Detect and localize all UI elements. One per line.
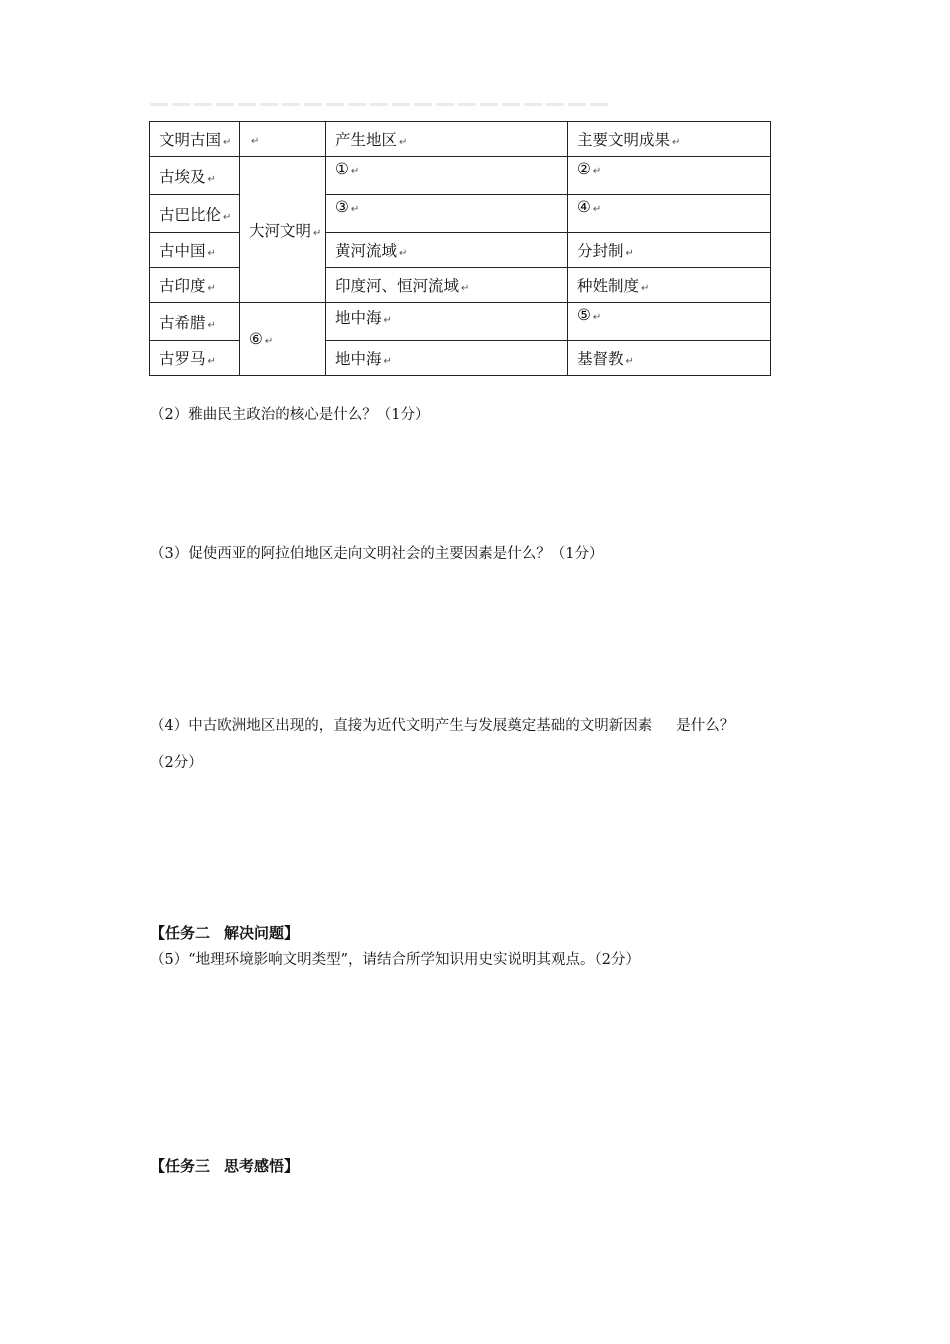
achievement-cell: ④ ↵ [568, 195, 771, 233]
country-cell: 古印度 ↵ [150, 268, 240, 303]
region-cell: ① ↵ [326, 157, 568, 195]
region-cell: ③ ↵ [326, 195, 568, 233]
region-cell: 地中海 ↵ [326, 341, 568, 376]
header-cell: 主要文明成果 ↵ [568, 122, 771, 157]
achievement-cell: 分封制 ↵ [568, 233, 771, 268]
question-4-text: （4）中古欧洲地区出现的，直接为近代文明产生与发展奠定基础的文明新因素 [150, 718, 653, 734]
country-cell: 古中国 ↵ [150, 233, 240, 268]
region-cell: 地中海 ↵ [326, 303, 568, 341]
achievement-cell: ⑤ ↵ [568, 303, 771, 341]
header-cell: ↵ [240, 122, 326, 157]
group-cell-river: 大河文明 ↵ [240, 157, 326, 303]
achievement-cell: 基督教 ↵ [568, 341, 771, 376]
question-2: （2）雅曲民主政治的核心是什么？（1分） [150, 407, 430, 423]
table-row [150, 303, 771, 341]
table-header-row [150, 122, 771, 157]
achievement-cell: ② ↵ [568, 157, 771, 195]
country-cell: 古巴比伦 ↵ [150, 195, 240, 233]
group-cell-sea: ⑥ ↵ [240, 303, 326, 376]
country-cell: 古希腊 ↵ [150, 303, 240, 341]
country-cell: 古罗马 ↵ [150, 341, 240, 376]
country-cell: 古埃及 ↵ [150, 157, 240, 195]
question-4-score: （2分） [150, 755, 203, 771]
question-5: （5）“地理环境影响文明类型”，请结合所学知识用史实说明其观点。（2分） [150, 952, 641, 968]
civilization-table [149, 121, 771, 376]
section-task-2-heading: 【任务二 解决问题】 [150, 924, 300, 942]
question-4 [150, 714, 810, 735]
question-4-tail: 是什么？ [676, 718, 735, 734]
header-cell: 产生地区 ↵ [326, 122, 568, 157]
achievement-cell: 种姓制度 ↵ [568, 268, 771, 303]
faded-header-line [150, 103, 608, 106]
question-3: （3）促使西亚的阿拉伯地区走向文明社会的主要因素是什么？（1分） [150, 546, 604, 562]
region-cell: 印度河、恒河流域 ↵ [326, 268, 568, 303]
region-cell: 黄河流域 ↵ [326, 233, 568, 268]
header-cell: 文明古国 ↵ [150, 122, 240, 157]
table-row [150, 157, 771, 195]
section-task-3-heading: 【任务三 思考感悟】 [150, 1157, 300, 1175]
